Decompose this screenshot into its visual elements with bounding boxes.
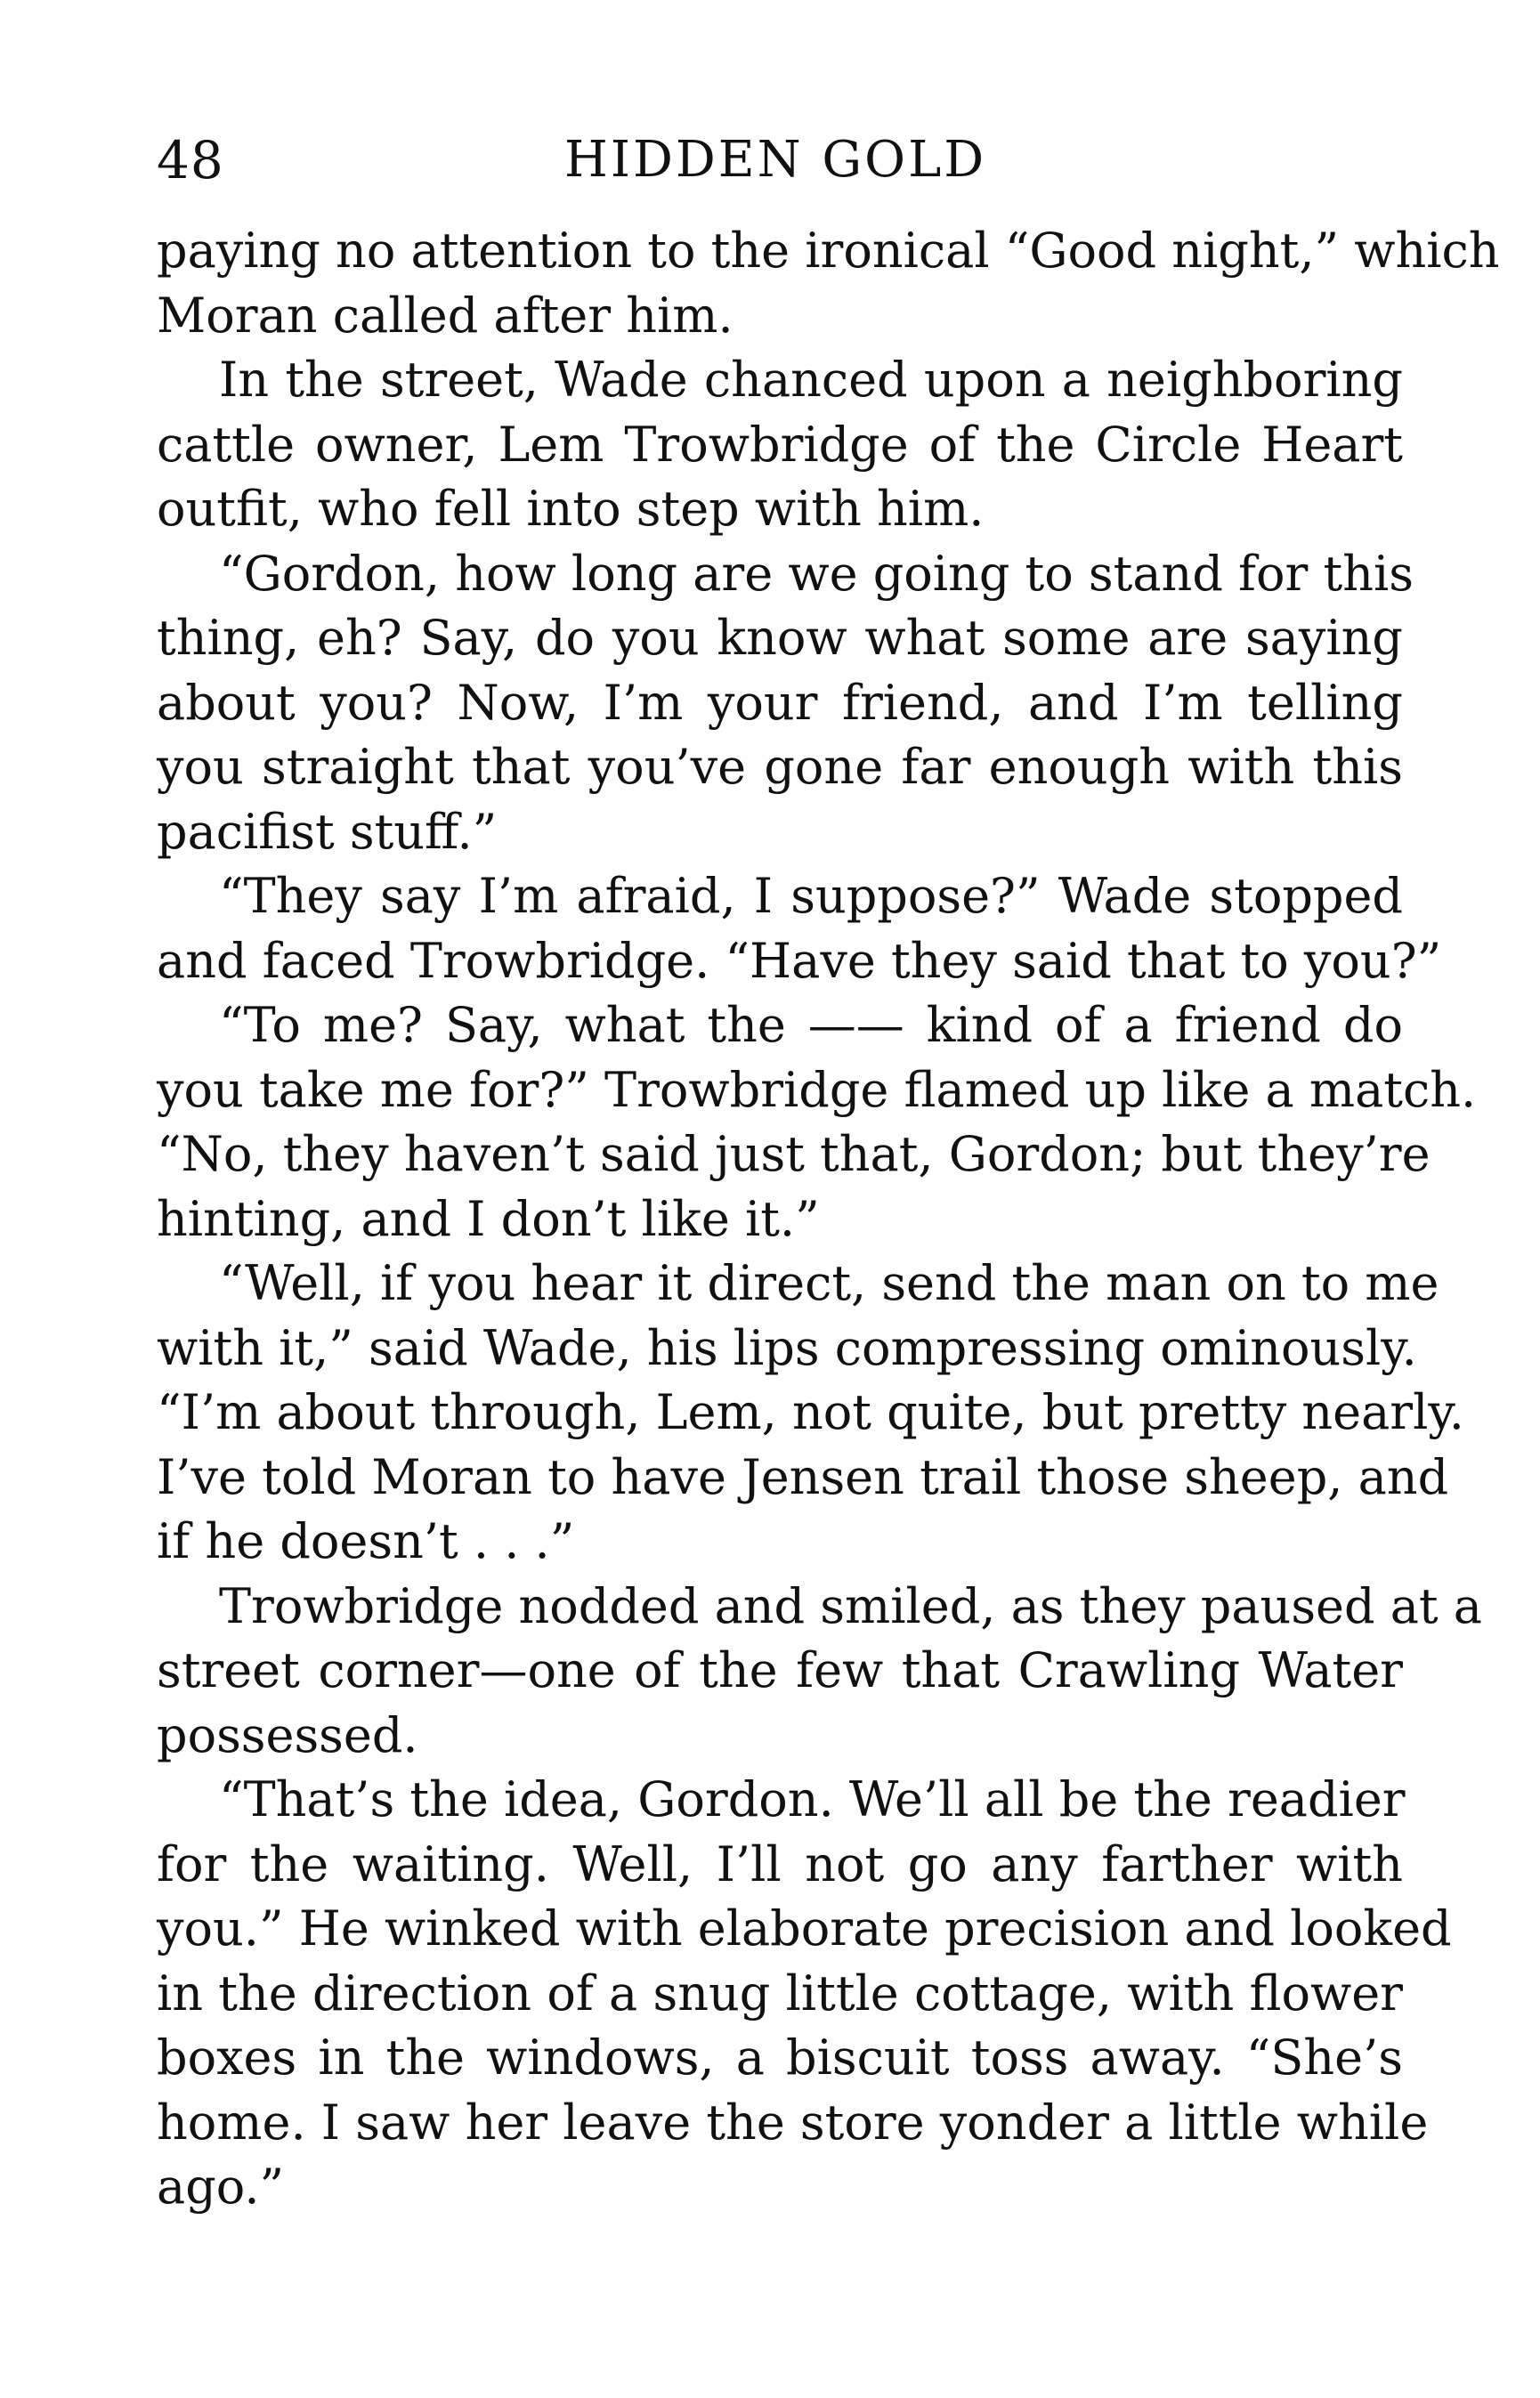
body-text <box>157 219 1500 2220</box>
text-line: in the direction of a snug little cottage, with flower <box>157 1965 1403 2021</box>
text-line: pacifist stuff.” <box>157 803 498 860</box>
text-line: I’ve told Moran to have Jensen trail those sheep, and <box>157 1448 1449 1505</box>
text-line: home. I saw her leave the store yonder a little while <box>157 2094 1429 2151</box>
text-line: and faced Trowbridge. “Have they said that to you?” <box>157 932 1442 989</box>
text-line: “I’m about through, Lem, not quite, but pretty nearly. <box>157 1384 1464 1440</box>
running-head <box>157 125 1403 196</box>
text-line: street corner—one of the few that Crawling Water <box>157 1642 1403 1698</box>
text-line: In the street, Wade chanced upon a neighboring <box>219 352 1403 408</box>
text-line: paying no attention to the ironical “Good night,” which <box>157 223 1500 279</box>
text-line: ago.” <box>157 2159 285 2215</box>
text-line: “To me? Say, what the —— kind of a friend do <box>219 997 1403 1053</box>
text-line: you straight that you’ve gone far enough with this <box>157 739 1403 795</box>
text-line: thing, eh? Say, do you know what some are saying <box>157 610 1403 666</box>
text-line: with it,” said Wade, his lips compressing ominously. <box>157 1319 1417 1376</box>
text-line: you.” He winked with elaborate precision and looked <box>157 1900 1452 1956</box>
text-line: about you? Now, I’m your friend, and I’m telling <box>157 674 1403 731</box>
page-number: 48 <box>157 130 224 190</box>
text-line: if he doesn’t . . .” <box>157 1513 575 1569</box>
text-line: “Gordon, how long are we going to stand for this <box>219 545 1414 602</box>
text-line: “No, they haven’t said just that, Gordon; but they’re <box>157 1126 1431 1182</box>
text-line: “That’s the idea, Gordon. We’ll all be the readier <box>219 1771 1406 1827</box>
text-line: you take me for?” Trowbridge flamed up like a match. <box>157 1061 1477 1118</box>
text-line: outfit, who fell into step with him. <box>157 481 985 537</box>
text-line: possessed. <box>157 1706 418 1763</box>
text-line: Trowbridge nodded and smiled, as they paused at a <box>219 1577 1482 1634</box>
text-line: cattle owner, Lem Trowbridge of the Circle Heart <box>157 416 1403 473</box>
text-line: “They say I’m afraid, I suppose?” Wade stopped <box>219 868 1403 924</box>
text-line: boxes in the windows, a biscuit toss away. “She’s <box>157 2029 1403 2086</box>
text-line: for the waiting. Well, I’ll not go any farther with <box>157 1835 1403 1892</box>
text-line: “Well, if you hear it direct, send the man on to me <box>219 1255 1439 1311</box>
text-line: Moran called after him. <box>157 287 734 344</box>
text-line: hinting, and I don’t like it.” <box>157 1190 820 1247</box>
running-title: HIDDEN GOLD <box>564 131 987 189</box>
